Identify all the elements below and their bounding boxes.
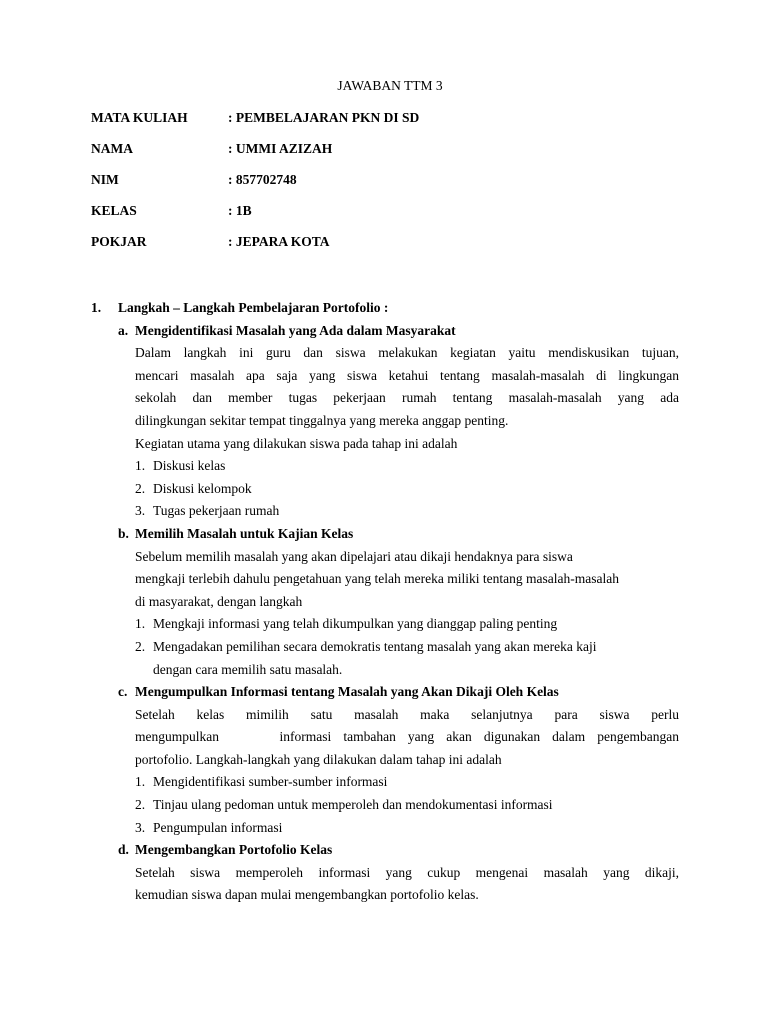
- section-a-paragraph: [135, 342, 679, 455]
- section-c-paragraph: [135, 704, 679, 772]
- paragraph-line: Setelah kelas mimilih satu masalah maka selanjutnya para siswa perlu: [135, 706, 679, 722]
- paragraph-line: Kegiatan utama yang dilakukan siswa pada tahap ini adalah: [135, 435, 458, 451]
- list-item: [135, 478, 679, 501]
- paragraph-line: Dalam langkah ini guru dan siswa melakukan kegiatan yaitu mendiskusikan tujuan,: [135, 345, 679, 361]
- paragraph-line: mengumpulkan informasi tambahan yang akan digunakan dalam pengembangan: [135, 729, 679, 745]
- list-text: Mengidentifikasi sumber-sumber informasi: [153, 774, 388, 790]
- info-key: MATA KULIAH: [91, 110, 188, 125]
- section-b-paragraph: [135, 546, 679, 614]
- section-title: Mengumpulkan Informasi tentang Masalah yang Akan Dikaji Oleh Kelas: [135, 684, 559, 700]
- list-text: [153, 636, 679, 681]
- list-number: 2.: [135, 480, 146, 496]
- section-b-heading: [91, 523, 679, 546]
- section-title: Mengembangkan Portofolio Kelas: [135, 842, 333, 858]
- info-value: : PEMBELAJARAN PKN DI SD: [228, 110, 420, 125]
- paragraph-line: dilingkungan sekitar tempat tinggalnya yang mereka anggap penting.: [135, 412, 509, 428]
- section-d-paragraph: [135, 862, 679, 907]
- info-value: : JEPARA KOTA: [228, 234, 330, 249]
- paragraph-line: mencari masalah apa saja yang siswa ketahui tentang masalah-masalah di lingkungan: [135, 367, 679, 383]
- list-number: 1.: [135, 616, 146, 632]
- section-c-heading: [91, 681, 679, 704]
- info-key: NIM: [91, 172, 119, 187]
- list-number: 3.: [135, 819, 146, 835]
- list-number: 1.: [135, 774, 146, 790]
- section-letter: a.: [118, 322, 129, 338]
- section-letter: d.: [118, 842, 129, 858]
- list-text-line: dengan cara memilih satu masalah.: [153, 661, 343, 677]
- answer-body: [91, 297, 679, 907]
- info-key: KELAS: [91, 203, 137, 218]
- list-text: Pengumpulan informasi: [153, 819, 283, 835]
- list-text-line: Mengadakan pemilihan secara demokratis tentang masalah yang akan mereka kaji: [153, 638, 597, 654]
- section-title: Mengidentifikasi Masalah yang Ada dalam Masyarakat: [135, 322, 456, 338]
- list-item: [135, 500, 679, 523]
- paragraph-line: Sebelum memilih masalah yang akan dipelajari atau dikaji hendaknya para siswa: [135, 548, 573, 564]
- info-value: : 1B: [228, 203, 252, 218]
- list-item: [135, 817, 679, 840]
- question-title: Langkah – Langkah Pembelajaran Portofolio :: [118, 300, 389, 315]
- section-title: Memilih Masalah untuk Kajian Kelas: [135, 525, 354, 541]
- list-text: Tinjau ulang pedoman untuk memperoleh dan mendokumentasi informasi: [153, 797, 553, 813]
- section-letter: c.: [118, 684, 128, 700]
- list-text: Diskusi kelompok: [153, 480, 252, 496]
- question-number: 1.: [91, 300, 102, 315]
- document-title: JAWABAN TTM 3: [337, 78, 443, 93]
- list-text: Diskusi kelas: [153, 458, 226, 474]
- section-letter: b.: [118, 525, 129, 541]
- list-text: Tugas pekerjaan rumah: [153, 503, 280, 519]
- list-text: Mengkaji informasi yang telah dikumpulkan yang dianggap paling penting: [153, 616, 558, 632]
- list-item: [135, 636, 679, 681]
- section-d-heading: [91, 839, 679, 862]
- info-key: POKJAR: [91, 234, 147, 249]
- info-value: : UMMI AZIZAH: [228, 141, 333, 156]
- paragraph-line: sekolah dan member tugas pekerjaan rumah tentang masalah-masalah yang ada: [135, 390, 679, 406]
- list-item: [135, 455, 679, 478]
- paragraph-line: kemudian siswa dapan mulai mengembangkan portofolio kelas.: [135, 887, 479, 903]
- paragraph-line: Setelah siswa memperoleh informasi yang cukup mengenai masalah yang dikaji,: [135, 864, 679, 880]
- paragraph-line: portofolio. Langkah-langkah yang dilakukan dalam tahap ini adalah: [135, 751, 502, 767]
- list-number: 1.: [135, 458, 146, 474]
- info-key: NAMA: [91, 141, 133, 156]
- list-number: 2.: [135, 638, 146, 654]
- paragraph-line: mengkaji terlebih dahulu pengetahuan yang telah mereka miliki tentang masalah-masalah: [135, 571, 619, 587]
- paragraph-line: di masyarakat, dengan langkah: [135, 593, 303, 609]
- list-number: 3.: [135, 503, 146, 519]
- list-item: [135, 771, 679, 794]
- list-number: 2.: [135, 797, 146, 813]
- info-value: : 857702748: [228, 172, 297, 187]
- list-item: [135, 613, 679, 636]
- section-a-heading: [91, 320, 679, 343]
- list-item: [135, 794, 679, 817]
- question-heading: [91, 297, 679, 320]
